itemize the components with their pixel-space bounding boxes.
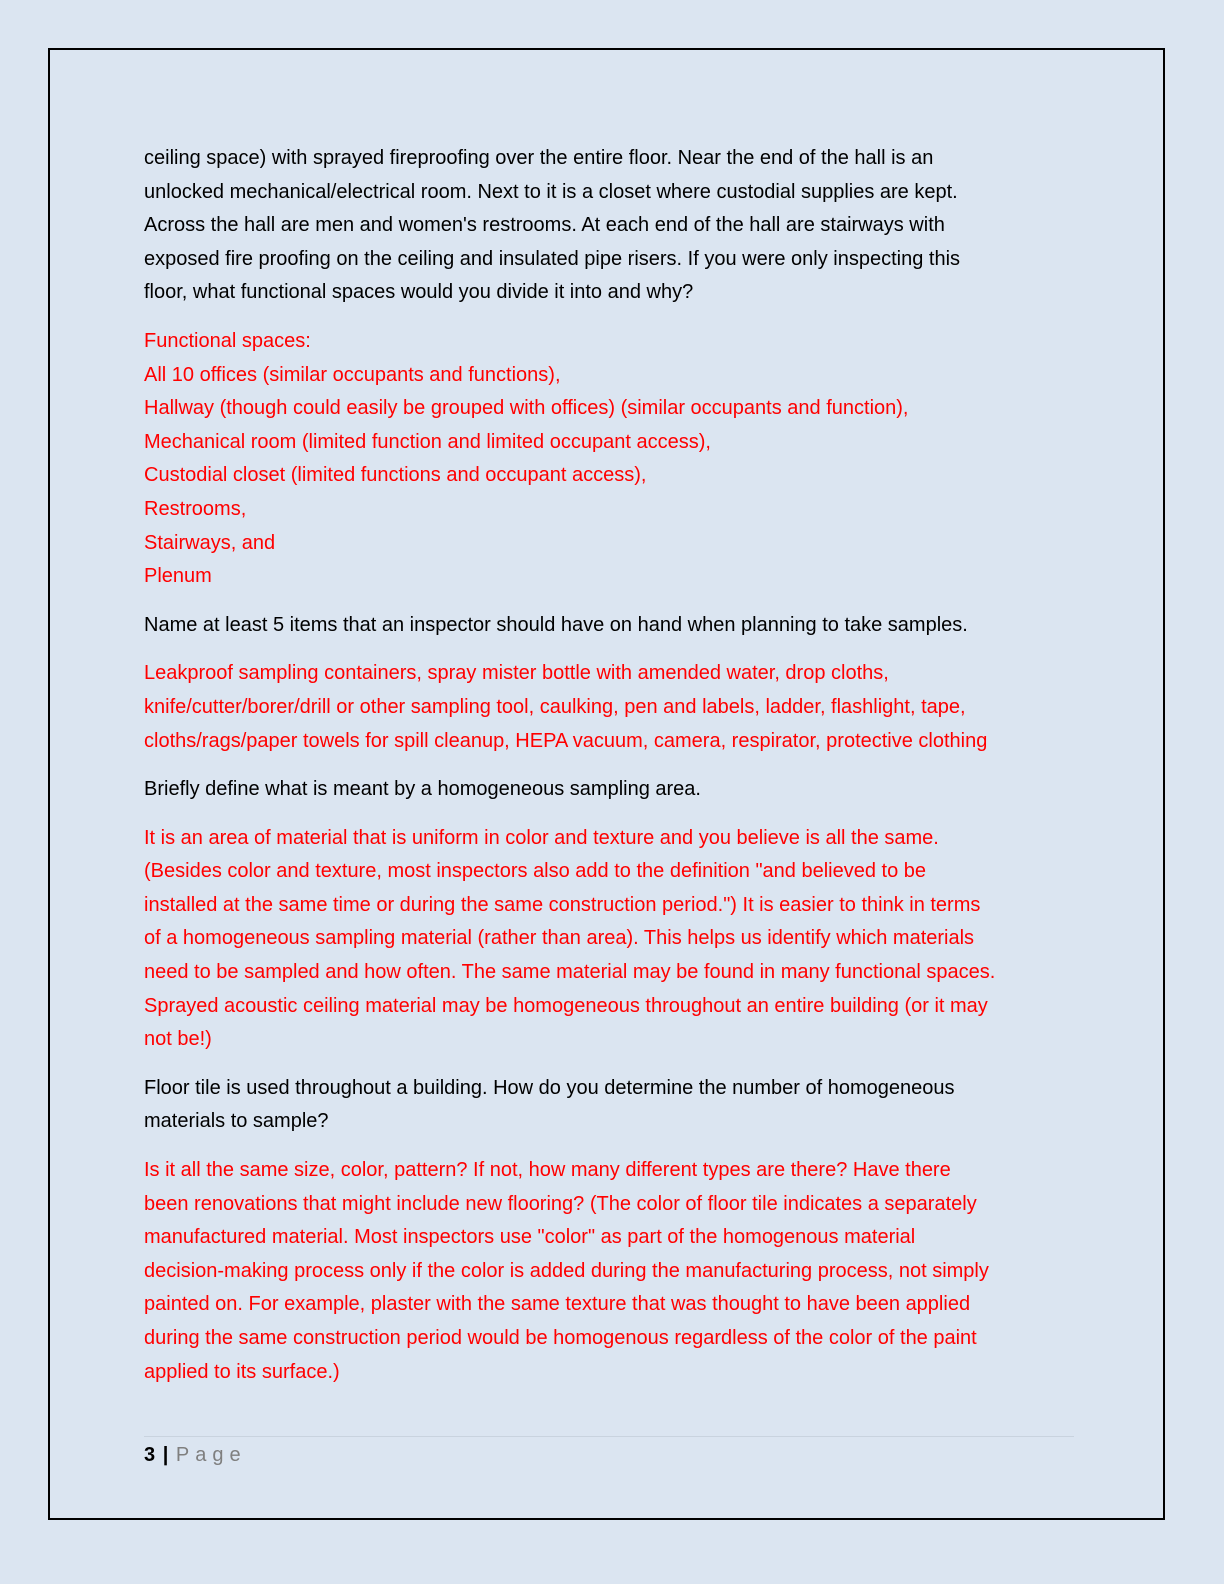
answer-paragraph-1 xyxy=(144,325,1076,594)
text-line: floor, what functional spaces would you divide it into and why? xyxy=(144,281,694,304)
document-body xyxy=(144,142,1076,1404)
text-line: Leakproof sampling containers, spray mister bottle with amended water, drop cloths, xyxy=(144,662,889,685)
text-line: Sprayed acoustic ceiling material may be homogeneous throughout an entire building (or it may xyxy=(144,994,988,1017)
text-line: Hallway (though could easily be grouped with offices) (similar occupants and function), xyxy=(144,397,909,420)
text-line: manufactured material. Most inspectors use "color" as part of the homogenous material xyxy=(144,1226,916,1249)
text-line: decision-making process only if the color is added during the manufacturing process, not simply xyxy=(144,1259,989,1282)
question-paragraph-4 xyxy=(144,1072,1076,1139)
text-line: Briefly define what is meant by a homogeneous sampling area. xyxy=(144,778,701,801)
page-number: 3 xyxy=(144,1444,156,1466)
page-footer xyxy=(144,1436,1074,1470)
text-line: All 10 offices (similar occupants and functions), xyxy=(144,363,561,386)
answer-paragraph-2 xyxy=(144,657,1076,758)
text-line: (Besides color and texture, most inspectors also add to the definition "and believed to be xyxy=(144,860,927,883)
text-line: Functional spaces: xyxy=(144,329,311,352)
text-line: Custodial closet (limited functions and occupant access), xyxy=(144,464,647,487)
text-line: during the same construction period would be homogenous regardless of the color of the paint xyxy=(144,1327,977,1349)
text-line: of a homogeneous sampling material (rather than area). This helps us identify which materials xyxy=(144,927,975,950)
text-line: unlocked mechanical/electrical room. Next to it is a closet where custodial supplies are kept. xyxy=(144,180,958,203)
text-line: knife/cutter/borer/drill or other sampling tool, caulking, pen and labels, ladder, flashlight, tape, xyxy=(144,695,966,718)
text-line: exposed fire proofing on the ceiling and insulated pipe risers. If you were only inspecting this xyxy=(144,247,961,270)
text-line: need to be sampled and how often. The same material may be found in many functional spaces. xyxy=(144,961,996,984)
answer-paragraph-3 xyxy=(144,822,1076,1057)
footer-separator: | xyxy=(162,1444,169,1466)
answer-paragraph-4 xyxy=(144,1154,1076,1389)
text-line: not be!) xyxy=(144,1028,212,1051)
text-line: Name at least 5 items that an inspector should have on hand when planning to take samples. xyxy=(144,613,968,636)
text-line: painted on. For example, plaster with the same texture that was thought to have been applied xyxy=(144,1293,971,1316)
text-line: Restrooms, xyxy=(144,497,247,520)
text-line: Is it all the same size, color, pattern? If not, how many different types are there? Have there xyxy=(144,1159,951,1182)
text-line: Plenum xyxy=(144,565,212,588)
text-line: cloths/rags/paper towels for spill cleanup, HEPA vacuum, camera, respirator, protective clothing xyxy=(144,729,988,752)
text-line: Floor tile is used throughout a building. How do you determine the number of homogeneous xyxy=(144,1076,955,1099)
page-label: Page xyxy=(175,1444,247,1466)
text-line: applied to its surface.) xyxy=(144,1360,340,1383)
text-line: Mechanical room (limited function and limited occupant access), xyxy=(144,430,711,453)
text-line: It is an area of material that is uniform in color and texture and you believe is all the same. xyxy=(144,826,939,849)
text-line: Stairways, and xyxy=(144,531,276,554)
text-line: installed at the same time or during the same construction period.") It is easier to think in terms xyxy=(144,893,981,916)
question-paragraph-1 xyxy=(144,142,1076,310)
question-paragraph-3 xyxy=(144,773,1076,807)
text-line: materials to sample? xyxy=(144,1110,329,1133)
question-paragraph-2 xyxy=(144,609,1076,643)
text-line: ceiling space) with sprayed fireproofing over the entire floor. Near the end of the hall is an xyxy=(144,147,934,169)
text-line: been renovations that might include new flooring? (The color of floor tile indicates a separately xyxy=(144,1192,977,1215)
text-line: Across the hall are men and women's restrooms. At each end of the hall are stairways with xyxy=(144,214,945,237)
